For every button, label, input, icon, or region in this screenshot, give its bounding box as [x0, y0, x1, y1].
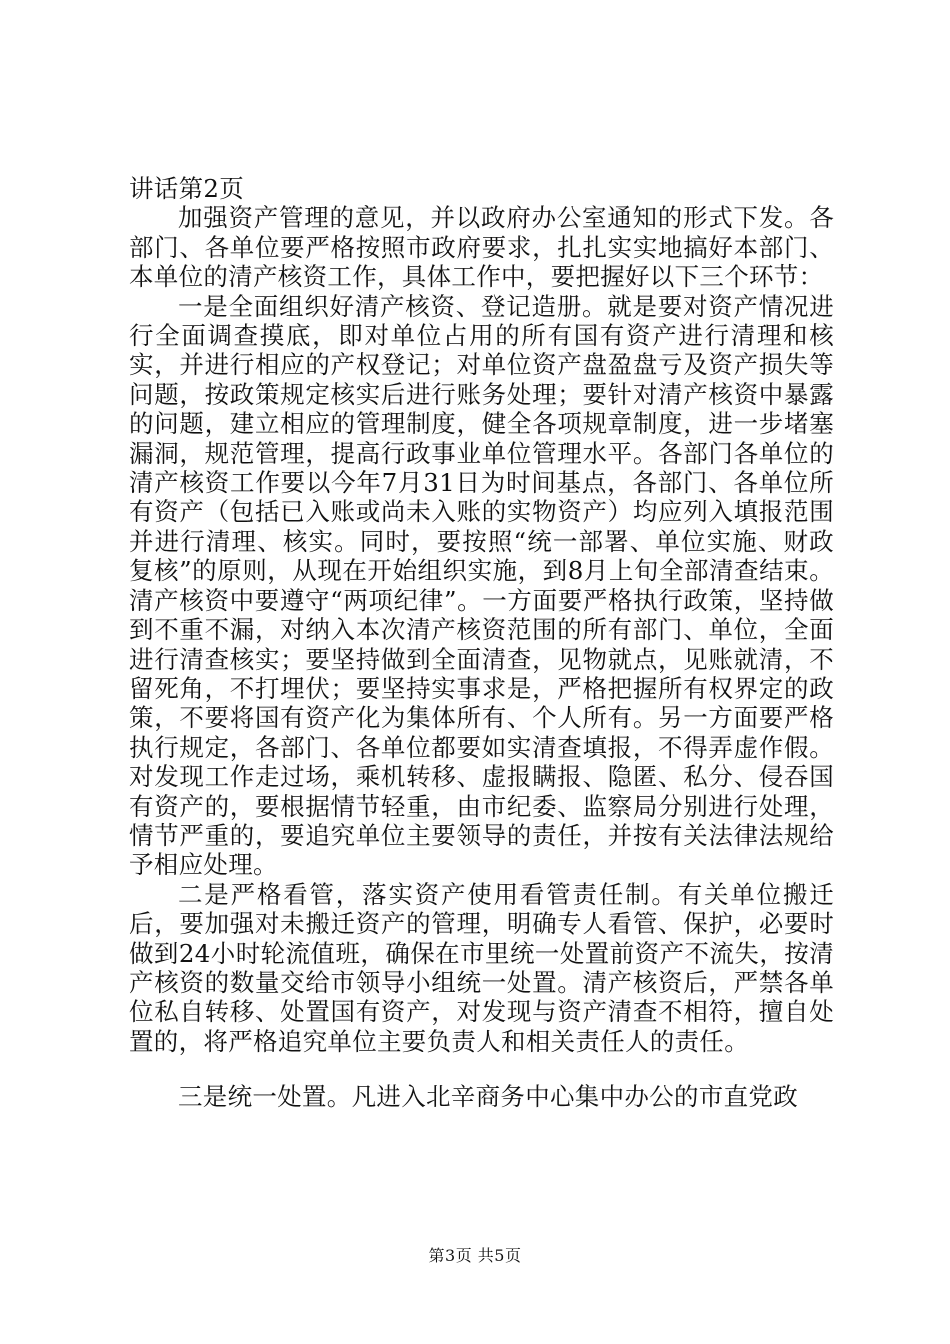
paragraph-point-three: 三是统一处置。凡进入北辛商务中心集中办公的市直党政 [178, 1082, 798, 1112]
page-footer: 第3页 共5页 [428, 1246, 522, 1265]
paragraph-point-two: 二是严格看管，落实资产使用看管责任制。有关单位搬迁后，要加强对未搬迁资产的管理，明确专人看管、保护，必要时做到24小时轮流值班，确保在市里统一处置前资产不流失，按清产核资的数量交给市领导小组统一处置。清产核资后，严禁各单位私自转移、处置国有资产，对发现与资产清查不相符，擅自处置的，将严格追究单位主要负责人和相关责任人的责任。 [129, 879, 834, 1056]
page-header: 讲话第2页 [129, 174, 245, 203]
paragraph-point-one: 一是全面组织好清产核资、登记造册。就是要对资产情况进行全面调查摸底，即对单位占用的所有国有资产进行清理和核实，并进行相应的产权登记；对单位资产盘盈盘亏及资产损失等问题，按政策规定核实后进行账务处理；要针对清产核资中暴露的问题，建立相应的管理制度，健全各项规章制度，进一步堵塞漏洞，规范管理，提高行政事业单位管理水平。各部门各单位的清产核资工作要以今年7月31日为时间基点，各部门、各单位所有资产（包括已入账或尚未入账的实物资产）均应列入填报范围并进行清理、核实。同时，要按照“统一部署、单位实施、财政复核”的原则，从现在开始组织实施，到8月上旬全部清查结束。清产核资中要遵守“两项纪律”。一方面要严格执行政策，坚持做到不重不漏，对纳入本次清产核资范围的所有部门、单位，全面进行清查核实；要坚持做到全面清查，见物就点，见账就清，不留死角，不打埋伏；要坚持实事求是，严格把握所有权界定的政策，不要将国有资产化为集体所有、个人所有。另一方面要严格执行规定，各部门、各单位都要如实清查填报，不得弄虚作假。对发现工作走过场，乘机转移、虚报瞒报、隐匿、私分、侵吞国有资产的，要根据情节轻重，由市纪委、监察局分别进行处理，情节严重的，要追究单位主要领导的责任，并按有关法律法规给予相应处理。 [129, 291, 834, 880]
paragraph-intro: 加强资产管理的意见，并以政府办公室通知的形式下发。各部门、各单位要严格按照市政府要求，扎扎实实地搞好本部门、本单位的清产核资工作，具体工作中，要把握好以下三个环节： [129, 203, 834, 292]
document-body [129, 174, 834, 1112]
